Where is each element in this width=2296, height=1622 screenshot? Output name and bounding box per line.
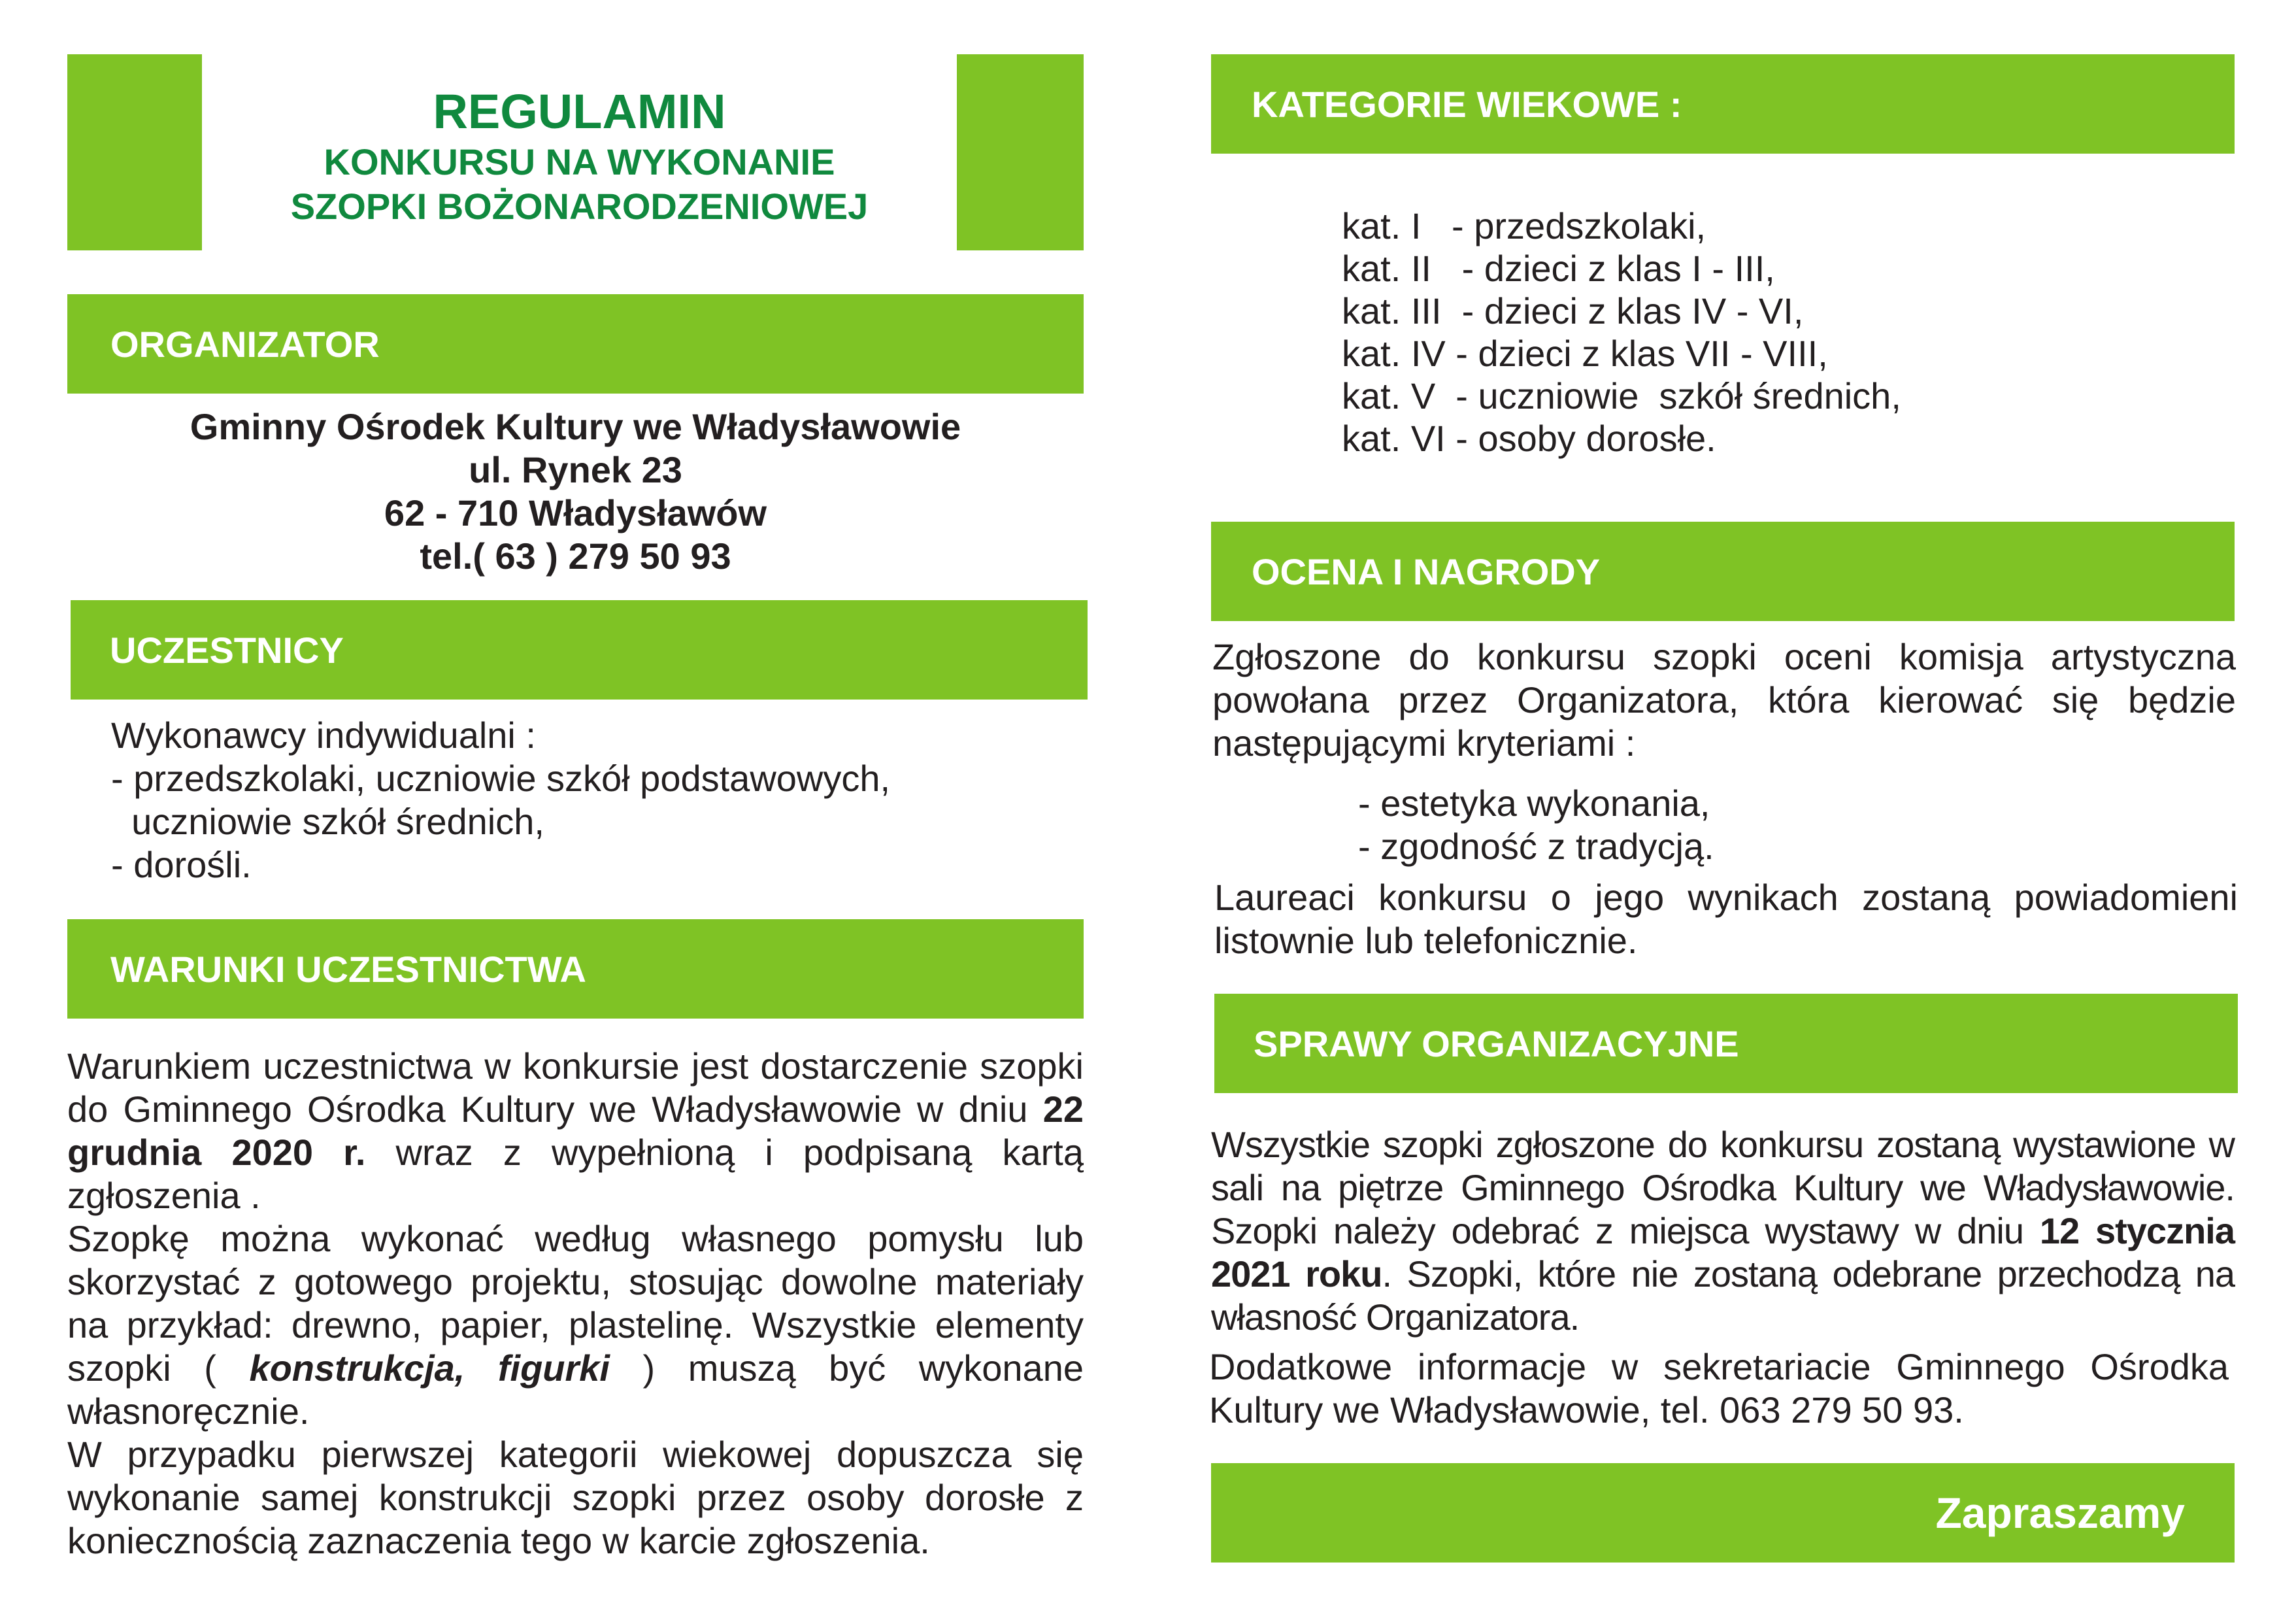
- age-category-item: kat. VI - osoby dorosłe.: [1342, 418, 1716, 459]
- age-category-item: kat. I - przedszkolaki,: [1342, 205, 1706, 246]
- organizational-contact: Dodatkowe informacje w sekretariacie Gminnego Ośrodka Kultury we Władysławowie, tel. 063 279 50 93.: [1209, 1346, 2229, 1430]
- participants-line: - dorośli.: [111, 844, 252, 885]
- organizer-street: ul. Rynek 23: [469, 449, 682, 490]
- conditions-heading: WARUNKI UCZESTNICTWA: [67, 919, 1084, 1019]
- participants-heading: UCZESTNICY: [71, 600, 1088, 700]
- conditions-paragraph-2: Szopkę można wykonać według własnego pomysłu lub skorzystać z gotowego projektu, stosując dowolne materiały na przykład: drewno, papier, plastelinę. Wszystkie elementy szopki ( konstrukcja, figurki ) muszą być wykonane własnoręcznie.: [67, 1218, 1084, 1432]
- evaluation-criteria: [1358, 782, 2142, 868]
- organizational-paragraph-1: Wszystkie szopki zgłoszone do konkursu zostaną wystawione w sali na piętrze Gminnego Ośrodka Kultury we Władysławowie. Szopki należy odebrać z miejsca wystawy w dniu 12 stycznia 2021 roku. Szopki, które nie zostaną odebrane przechodzą na własność Organizatora.: [1211, 1124, 2235, 1338]
- age-category-item: kat. III - dzieci z klas IV - VI,: [1342, 290, 1804, 331]
- participants-line: - przedszkolaki, uczniowie szkół podstawowych,: [111, 758, 891, 799]
- age-categories-heading: KATEGORIE WIEKOWE :: [1211, 54, 2235, 154]
- evaluation-outro: Laureaci konkursu o jego wynikach zostaną powiadomieni listownie lub telefonicznie.: [1214, 877, 2238, 961]
- organizational-text: [1211, 1123, 2235, 1339]
- pickup-date: 12 stycznia 2021 roku: [1211, 1210, 2235, 1294]
- conditions-text: [67, 1045, 1084, 1563]
- evaluation-intro: Zgłoszone do konkursu szopki oceni komisja artystyczna powołana przez Organizatora, która kierować się będzie następującymi kryteriami :: [1212, 636, 2236, 764]
- participants-line: Wykonawcy indywidualni :: [111, 715, 536, 756]
- title-deco-left: [67, 54, 202, 250]
- closing-banner: [1211, 1463, 2235, 1563]
- organizer-phone: tel.( 63 ) 279 50 93: [420, 535, 731, 577]
- age-category-item: kat. V - uczniowie szkół średnich,: [1342, 375, 1901, 416]
- organizer-name: Gminny Ośrodek Kultury we Władysławowie: [190, 406, 961, 447]
- elements-emphasis: konstrukcja, figurki: [249, 1347, 610, 1389]
- age-category-item: kat. IV - dzieci z klas VII - VIII,: [1342, 333, 1828, 374]
- organizational-heading: SPRAWY ORGANIZACYJNE: [1214, 994, 2238, 1093]
- participants-line: uczniowie szkół średnich,: [111, 801, 544, 842]
- evaluation-heading: OCENA I NAGRODY: [1211, 522, 2235, 621]
- title-deco-right: [957, 54, 1084, 250]
- conditions-paragraph-3: W przypadku pierwszej kategorii wiekowej dopuszcza się wykonanie samej konstrukcji szopki przez osoby dorosłe z koniecznością zaznaczenia tego w karcie zgłoszenia.: [67, 1434, 1084, 1561]
- closing-text: Zapraszamy: [1935, 1489, 2185, 1537]
- organizer-city: 62 - 710 Władysławów: [384, 492, 767, 533]
- criterion-item: - estetyka wykonania,: [1358, 783, 1710, 824]
- organizer-address: [67, 405, 1084, 578]
- title-main: REGULAMIN: [433, 84, 726, 139]
- organizer-heading: ORGANIZATOR: [67, 294, 1084, 394]
- page-title: [202, 84, 957, 229]
- criterion-item: - zgodność z tradycją.: [1358, 826, 1714, 867]
- title-line-2: KONKURSU NA WYKONANIE: [324, 141, 835, 182]
- participants-list: [111, 714, 1085, 887]
- conditions-paragraph-1: Warunkiem uczestnictwa w konkursie jest dostarczenie szopki do Gminnego Ośrodka Kultury we Władysławowie w dniu 22 grudnia 2020 r. wraz z wypełnioną i podpisaną kartą zgłoszenia .: [67, 1045, 1084, 1216]
- age-category-item: kat. II - dzieci z klas I - III,: [1342, 248, 1775, 289]
- title-line-3: SZOPKI BOŻONARODZENIOWEJ: [290, 186, 869, 227]
- age-categories-list: [1342, 205, 2191, 460]
- submission-date: 22 grudnia 2020 r.: [67, 1089, 1084, 1173]
